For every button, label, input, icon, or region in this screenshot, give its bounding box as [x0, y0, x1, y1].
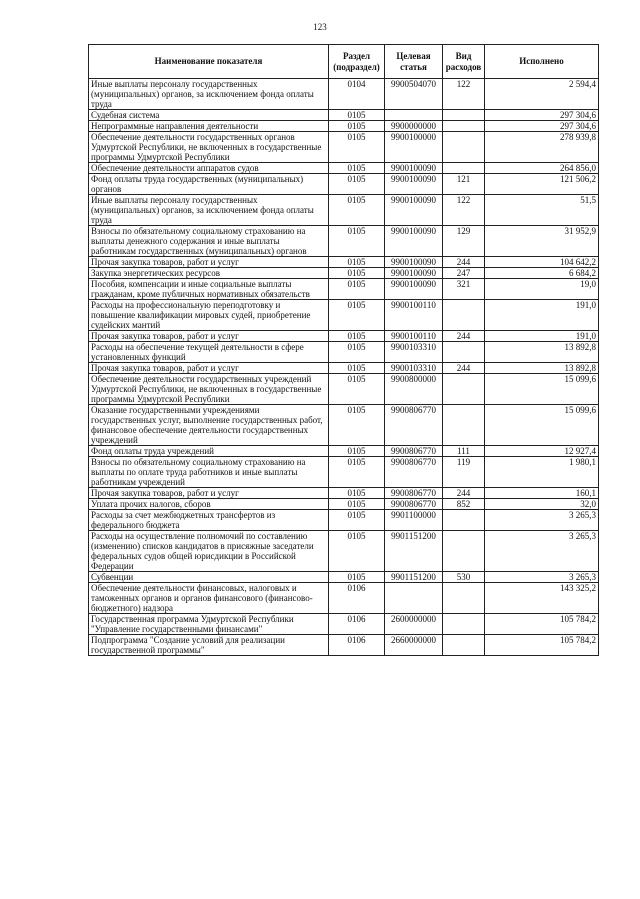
row-name-cell: Взносы по обязательному социальному страхованию на выплаты по оплате труда работников и иные выплаты работникам учреждений: [89, 457, 329, 488]
row-name-cell: Фонд оплаты труда учреждений: [89, 446, 329, 457]
row-target-cell: 9900100090: [385, 279, 443, 300]
row-type-cell: 247: [443, 268, 485, 279]
row-amount-cell: 2 594,4: [485, 79, 599, 110]
table-row: [89, 79, 599, 110]
header-amount: Исполнено: [485, 45, 599, 79]
row-amount-cell: 297 304,6: [485, 121, 599, 132]
table-row: [89, 174, 599, 195]
row-name-cell: Расходы на обеспечение текущей деятельности в сфере установленных функций: [89, 342, 329, 363]
row-section-cell: 0105: [329, 195, 385, 226]
row-section-cell: 0105: [329, 488, 385, 499]
row-target-cell: 9900806770: [385, 488, 443, 499]
row-section-cell: 0105: [329, 132, 385, 163]
row-name-cell: Расходы на профессиональную переподготовку и повышение квалификации мировых судей, приобретение судейских мантий: [89, 300, 329, 331]
row-type-cell: 530: [443, 572, 485, 583]
table-row: [89, 363, 599, 374]
row-name-cell: Оказание государственными учреждениями государственных услуг, выполнение государственных работ, финансовое обеспечение деятельности государственных учреждений: [89, 405, 329, 446]
row-amount-cell: 191,0: [485, 331, 599, 342]
header-type: Вид расходов: [443, 45, 485, 79]
row-type-cell: [443, 132, 485, 163]
table-row: [89, 163, 599, 174]
row-section-cell: 0105: [329, 121, 385, 132]
row-target-cell: 2600000000: [385, 614, 443, 635]
row-type-cell: 122: [443, 79, 485, 110]
row-section-cell: 0105: [329, 331, 385, 342]
row-amount-cell: 3 265,3: [485, 572, 599, 583]
row-type-cell: [443, 374, 485, 405]
row-target-cell: 9900800000: [385, 374, 443, 405]
table-row: [89, 583, 599, 614]
row-name-cell: Закупка энергетических ресурсов: [89, 268, 329, 279]
row-name-cell: Фонд оплаты труда государственных (муниципальных) органов: [89, 174, 329, 195]
row-target-cell: 9900100110: [385, 300, 443, 331]
row-type-cell: 111: [443, 446, 485, 457]
row-target-cell: 9900806770: [385, 457, 443, 488]
row-section-cell: 0105: [329, 446, 385, 457]
row-target-cell: 9900100090: [385, 268, 443, 279]
row-section-cell: 0105: [329, 342, 385, 363]
row-section-cell: 0105: [329, 300, 385, 331]
row-type-cell: 321: [443, 279, 485, 300]
row-target-cell: 9900100090: [385, 163, 443, 174]
row-target-cell: 9900100090: [385, 174, 443, 195]
row-target-cell: 2660000000: [385, 635, 443, 656]
row-type-cell: [443, 510, 485, 531]
row-name-cell: Уплата прочих налогов, сборов: [89, 499, 329, 510]
table-body: [89, 79, 599, 656]
table-row: [89, 110, 599, 121]
row-target-cell: 9900806770: [385, 405, 443, 446]
row-target-cell: 9901151200: [385, 572, 443, 583]
header-name: Наименование показателя: [89, 45, 329, 79]
row-target-cell: 9900103310: [385, 363, 443, 374]
row-type-cell: 244: [443, 488, 485, 499]
row-name-cell: Судебная система: [89, 110, 329, 121]
row-name-cell: Иные выплаты персоналу государственных (муниципальных) органов, за исключением фонда оплаты труда: [89, 79, 329, 110]
page-number: 123: [313, 22, 327, 32]
row-amount-cell: 191,0: [485, 300, 599, 331]
row-amount-cell: 3 265,3: [485, 510, 599, 531]
row-amount-cell: 15 099,6: [485, 374, 599, 405]
row-type-cell: 244: [443, 257, 485, 268]
row-name-cell: Субвенции: [89, 572, 329, 583]
row-type-cell: [443, 110, 485, 121]
row-amount-cell: 12 927,4: [485, 446, 599, 457]
table-row: [89, 488, 599, 499]
table-header-row: [89, 45, 599, 79]
row-target-cell: 9900100090: [385, 195, 443, 226]
table-row: [89, 446, 599, 457]
row-name-cell: Пособия, компенсации и иные социальные выплаты гражданам, кроме публичных нормативных обязательств: [89, 279, 329, 300]
row-target-cell: 9901100000: [385, 510, 443, 531]
row-section-cell: 0105: [329, 257, 385, 268]
row-section-cell: 0105: [329, 374, 385, 405]
row-name-cell: Прочая закупка товаров, работ и услуг: [89, 331, 329, 342]
row-target-cell: 9900100090: [385, 257, 443, 268]
budget-table: [88, 44, 599, 656]
row-type-cell: [443, 614, 485, 635]
row-section-cell: 0105: [329, 457, 385, 488]
row-amount-cell: 121 506,2: [485, 174, 599, 195]
table-row: [89, 132, 599, 163]
row-amount-cell: 15 099,6: [485, 405, 599, 446]
row-target-cell: 9900504070: [385, 79, 443, 110]
row-type-cell: [443, 121, 485, 132]
row-type-cell: 244: [443, 331, 485, 342]
row-amount-cell: 105 784,2: [485, 635, 599, 656]
row-amount-cell: 51,5: [485, 195, 599, 226]
row-amount-cell: 1 980,1: [485, 457, 599, 488]
row-name-cell: Прочая закупка товаров, работ и услуг: [89, 257, 329, 268]
row-amount-cell: 104 642,2: [485, 257, 599, 268]
row-target-cell: 9901151200: [385, 531, 443, 572]
row-target-cell: 9900100090: [385, 226, 443, 257]
table-row: [89, 531, 599, 572]
row-name-cell: Обеспечение деятельности государственных учреждений Удмуртской Республики, не включенных в государственные программы Удмуртской Республики: [89, 374, 329, 405]
row-type-cell: 122: [443, 195, 485, 226]
row-type-cell: 121: [443, 174, 485, 195]
row-section-cell: 0105: [329, 279, 385, 300]
row-section-cell: 0106: [329, 635, 385, 656]
row-target-cell: 9900806770: [385, 446, 443, 457]
row-section-cell: 0105: [329, 572, 385, 583]
row-section-cell: 0105: [329, 226, 385, 257]
row-type-cell: [443, 163, 485, 174]
row-target-cell: 9900103310: [385, 342, 443, 363]
row-section-cell: 0105: [329, 163, 385, 174]
row-section-cell: 0106: [329, 583, 385, 614]
row-amount-cell: 143 325,2: [485, 583, 599, 614]
row-type-cell: [443, 531, 485, 572]
table-row: [89, 300, 599, 331]
row-amount-cell: 32,0: [485, 499, 599, 510]
table-row: [89, 268, 599, 279]
table-row: [89, 510, 599, 531]
row-name-cell: Обеспечение деятельности аппаратов судов: [89, 163, 329, 174]
row-target-cell: 9900100000: [385, 132, 443, 163]
table-row: [89, 257, 599, 268]
row-name-cell: Обеспечение деятельности государственных органов Удмуртской Республики, не включенных в государственные программы Удмуртской Республики: [89, 132, 329, 163]
row-type-cell: 129: [443, 226, 485, 257]
row-amount-cell: 264 856,0: [485, 163, 599, 174]
row-name-cell: Взносы по обязательному социальному страхованию на выплаты денежного содержания и иные выплаты работникам государственных (муниципальных) органов: [89, 226, 329, 257]
table-row: [89, 342, 599, 363]
row-amount-cell: 6 684,2: [485, 268, 599, 279]
table-row: [89, 405, 599, 446]
row-amount-cell: 3 265,3: [485, 531, 599, 572]
row-target-cell: [385, 583, 443, 614]
row-type-cell: [443, 405, 485, 446]
row-section-cell: 0105: [329, 268, 385, 279]
row-target-cell: 9900000000: [385, 121, 443, 132]
row-section-cell: 0105: [329, 174, 385, 195]
table-row: [89, 279, 599, 300]
row-type-cell: 852: [443, 499, 485, 510]
table-row: [89, 374, 599, 405]
row-type-cell: [443, 300, 485, 331]
table-row: [89, 635, 599, 656]
table-row: [89, 572, 599, 583]
row-section-cell: 0105: [329, 405, 385, 446]
row-section-cell: 0106: [329, 614, 385, 635]
row-name-cell: Подпрограмма "Создание условий для реализации государственной программы": [89, 635, 329, 656]
row-amount-cell: 19,0: [485, 279, 599, 300]
row-amount-cell: 160,1: [485, 488, 599, 499]
header-target: Целевая статья: [385, 45, 443, 79]
row-name-cell: Прочая закупка товаров, работ и услуг: [89, 363, 329, 374]
table-row: [89, 331, 599, 342]
table-row: [89, 226, 599, 257]
table-row: [89, 457, 599, 488]
row-amount-cell: 13 892,8: [485, 363, 599, 374]
table-row: [89, 195, 599, 226]
row-amount-cell: 13 892,8: [485, 342, 599, 363]
row-target-cell: [385, 110, 443, 121]
row-type-cell: [443, 583, 485, 614]
row-name-cell: Прочая закупка товаров, работ и услуг: [89, 488, 329, 499]
table-row: [89, 614, 599, 635]
table-row: [89, 121, 599, 132]
table-row: [89, 499, 599, 510]
row-target-cell: 9900100110: [385, 331, 443, 342]
row-name-cell: Расходы за счет межбюджетных трансфертов из федерального бюджета: [89, 510, 329, 531]
row-name-cell: Обеспечение деятельности финансовых, налоговых и таможенных органов и органов финансового (финансово-бюджетного) надзора: [89, 583, 329, 614]
row-section-cell: 0104: [329, 79, 385, 110]
row-amount-cell: 297 304,6: [485, 110, 599, 121]
row-section-cell: 0105: [329, 510, 385, 531]
row-type-cell: 244: [443, 363, 485, 374]
row-section-cell: 0105: [329, 499, 385, 510]
row-name-cell: Непрограммные направления деятельности: [89, 121, 329, 132]
row-type-cell: [443, 635, 485, 656]
row-type-cell: [443, 342, 485, 363]
header-section: Раздел (подраздел): [329, 45, 385, 79]
row-section-cell: 0105: [329, 110, 385, 121]
row-section-cell: 0105: [329, 531, 385, 572]
row-target-cell: 9900806770: [385, 499, 443, 510]
row-amount-cell: 105 784,2: [485, 614, 599, 635]
row-name-cell: Расходы на осуществление полномочий по составлению (изменению) списков кандидатов в присяжные заседатели федеральных судов общей юрисдикции в Российской Федерации: [89, 531, 329, 572]
row-type-cell: 119: [443, 457, 485, 488]
row-name-cell: Иные выплаты персоналу государственных (муниципальных) органов, за исключением фонда оплаты труда: [89, 195, 329, 226]
row-amount-cell: 278 939,8: [485, 132, 599, 163]
row-amount-cell: 31 952,9: [485, 226, 599, 257]
row-name-cell: Государственная программа Удмуртской Республики "Управление государственными финансами": [89, 614, 329, 635]
row-section-cell: 0105: [329, 363, 385, 374]
